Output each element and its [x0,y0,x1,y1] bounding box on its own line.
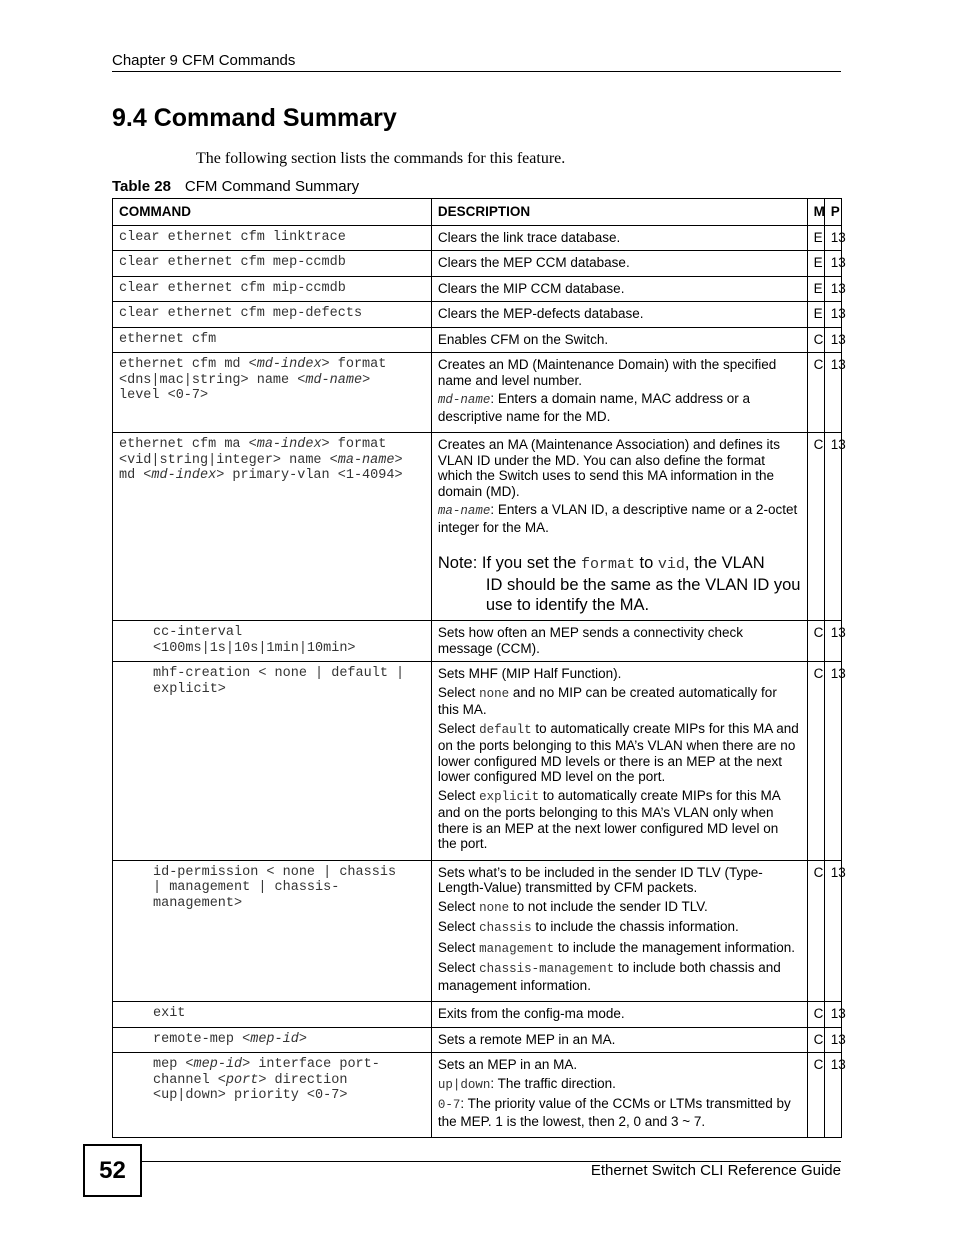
mode-cell: C [807,433,824,621]
privilege-cell: 13 [824,1002,841,1028]
command-cell: clear ethernet cfm mep-ccmdb [113,251,432,277]
description-cell: Enables CFM on the Switch. [431,327,807,353]
command-cell: id-permission < none | chassis | management | chassis- management> [113,860,432,1002]
table-caption-number: Table 28 [112,178,171,195]
privilege-cell: 13 [824,662,841,861]
command-cell: clear ethernet cfm mip-ccmdb [113,276,432,302]
mode-cell: C [807,1053,824,1138]
privilege-cell: 13 [824,276,841,302]
privilege-cell: 13 [824,1053,841,1138]
description-cell: Clears the link trace database. [431,225,807,251]
table-row [113,621,842,662]
mode-cell: C [807,327,824,353]
description-cell: Creates an MD (Maintenance Domain) with the specified name and level number. md-name: Enters a domain name, MAC address or a descriptive name for the MD. [431,353,807,433]
description-cell: Clears the MIP CCM database. [431,276,807,302]
description-cell: Creates an MA (Maintenance Association) and defines its VLAN ID under the MD. You can also define the format which the Switch uses to send this MA information in the domain (MD). ma-name: Enters a VLAN ID, a descriptive name or a 2-octet integer for the MA. Note: If you set the format to vid, the VLAN ID should be the same as the VLAN ID you use to identify the MA. [431,433,807,621]
mode-cell: C [807,1027,824,1053]
chapter-header: Chapter 9 CFM Commands [112,52,296,69]
mode-cell: E [807,225,824,251]
mode-cell: C [807,860,824,1002]
table-row [113,327,842,353]
privilege-cell: 13 [824,1027,841,1053]
command-cell: ethernet cfm md <md-index> format <dns|mac|string> name <md-name> level <0-7> [113,353,432,433]
table-row [113,1053,842,1138]
command-cell: cc-interval <100ms|1s|10s|1min|10min> [113,621,432,662]
table-caption-text: CFM Command Summary [184,178,360,195]
description-cell: Clears the MEP-defects database. [431,302,807,328]
table-row [113,433,842,621]
description-cell: Sets MHF (MIP Half Function). Select none and no MIP can be created automatically for this MA. Select default to automatically create MIPs for this MA and on the ports belonging to this MA’s VLAN when there are no lower configured MD levels or there is an MEP at the next lower configured MD level on the port. Select explicit to automatically create MIPs for this MA and on the ports belonging to this MA’s VLAN only when there is an MEP at the next lower configured MD level on the port. [431,662,807,861]
privilege-cell: 13 [824,433,841,621]
page-number: 52 [83,1144,142,1197]
table-row [113,1002,842,1028]
header-m: M [807,199,824,226]
header-command: COMMAND [113,199,432,226]
table-row [113,860,842,1002]
command-cell: remote-mep <mep-id> [113,1027,432,1053]
mode-cell: E [807,276,824,302]
command-summary-table [112,198,846,1138]
header-rule [112,71,841,72]
privilege-cell: 13 [824,251,841,277]
command-cell: mep <mep-id> interface port- channel <port> direction <up|down> priority <0-7> [113,1053,432,1138]
table-header-row [113,199,842,226]
header-p: P [824,199,841,226]
table-row [113,1027,842,1053]
description-cell: Clears the MEP CCM database. [431,251,807,277]
description-cell: Sets a remote MEP in an MA. [431,1027,807,1053]
command-cell: clear ethernet cfm linktrace [113,225,432,251]
description-cell: Sets an MEP in an MA. up|down: The traffic direction. 0-7: The priority value of the CCMs or LTMs transmitted by the MEP. 1 is the lowest, then 2, 0 and 3 ~ 7. [431,1053,807,1138]
privilege-cell: 13 [824,225,841,251]
guide-title: Ethernet Switch CLI Reference Guide [590,1162,841,1179]
command-cell: mhf-creation < none | default | explicit> [113,662,432,861]
table-caption [112,178,359,195]
privilege-cell: 13 [824,327,841,353]
mode-cell: C [807,1002,824,1028]
command-cell: clear ethernet cfm mep-defects [113,302,432,328]
command-cell: ethernet cfm [113,327,432,353]
privilege-cell: 13 [824,621,841,662]
table-row [113,276,842,302]
mode-cell: C [807,353,824,433]
description-cell: Sets how often an MEP sends a connectivity check message (CCM). [431,621,807,662]
privilege-cell: 13 [824,353,841,433]
section-intro: The following section lists the commands for this feature. [196,150,566,167]
description-cell: Sets what’s to be included in the sender ID TLV (Type-Length-Value) transmitted by CFM packets. Select none to not include the sender ID TLV. Select chassis to include the chassis information. Select management to include the management information. Select chassis-management to include both chassis and management information. [431,860,807,1002]
privilege-cell: 13 [824,860,841,1002]
note: Note: If you set the format to vid, the VLAN ID should be the same as the VLAN ID you use to identify the MA. [437,554,801,614]
mode-cell: E [807,302,824,328]
command-cell: exit [113,1002,432,1028]
table-row [113,225,842,251]
table-row [113,662,842,861]
mode-cell: C [807,662,824,861]
privilege-cell: 13 [824,302,841,328]
header-description: DESCRIPTION [431,199,807,226]
command-cell: ethernet cfm ma <ma-index> format <vid|string|integer> name <ma-name> md <md-index> primary-vlan <1-4094> [113,433,432,621]
table-row [113,302,842,328]
mode-cell: E [807,251,824,277]
description-cell: Exits from the config-ma mode. [431,1002,807,1028]
mode-cell: C [807,621,824,662]
table-row [113,251,842,277]
table-row [113,353,842,433]
section-title: 9.4 Command Summary [112,104,397,132]
